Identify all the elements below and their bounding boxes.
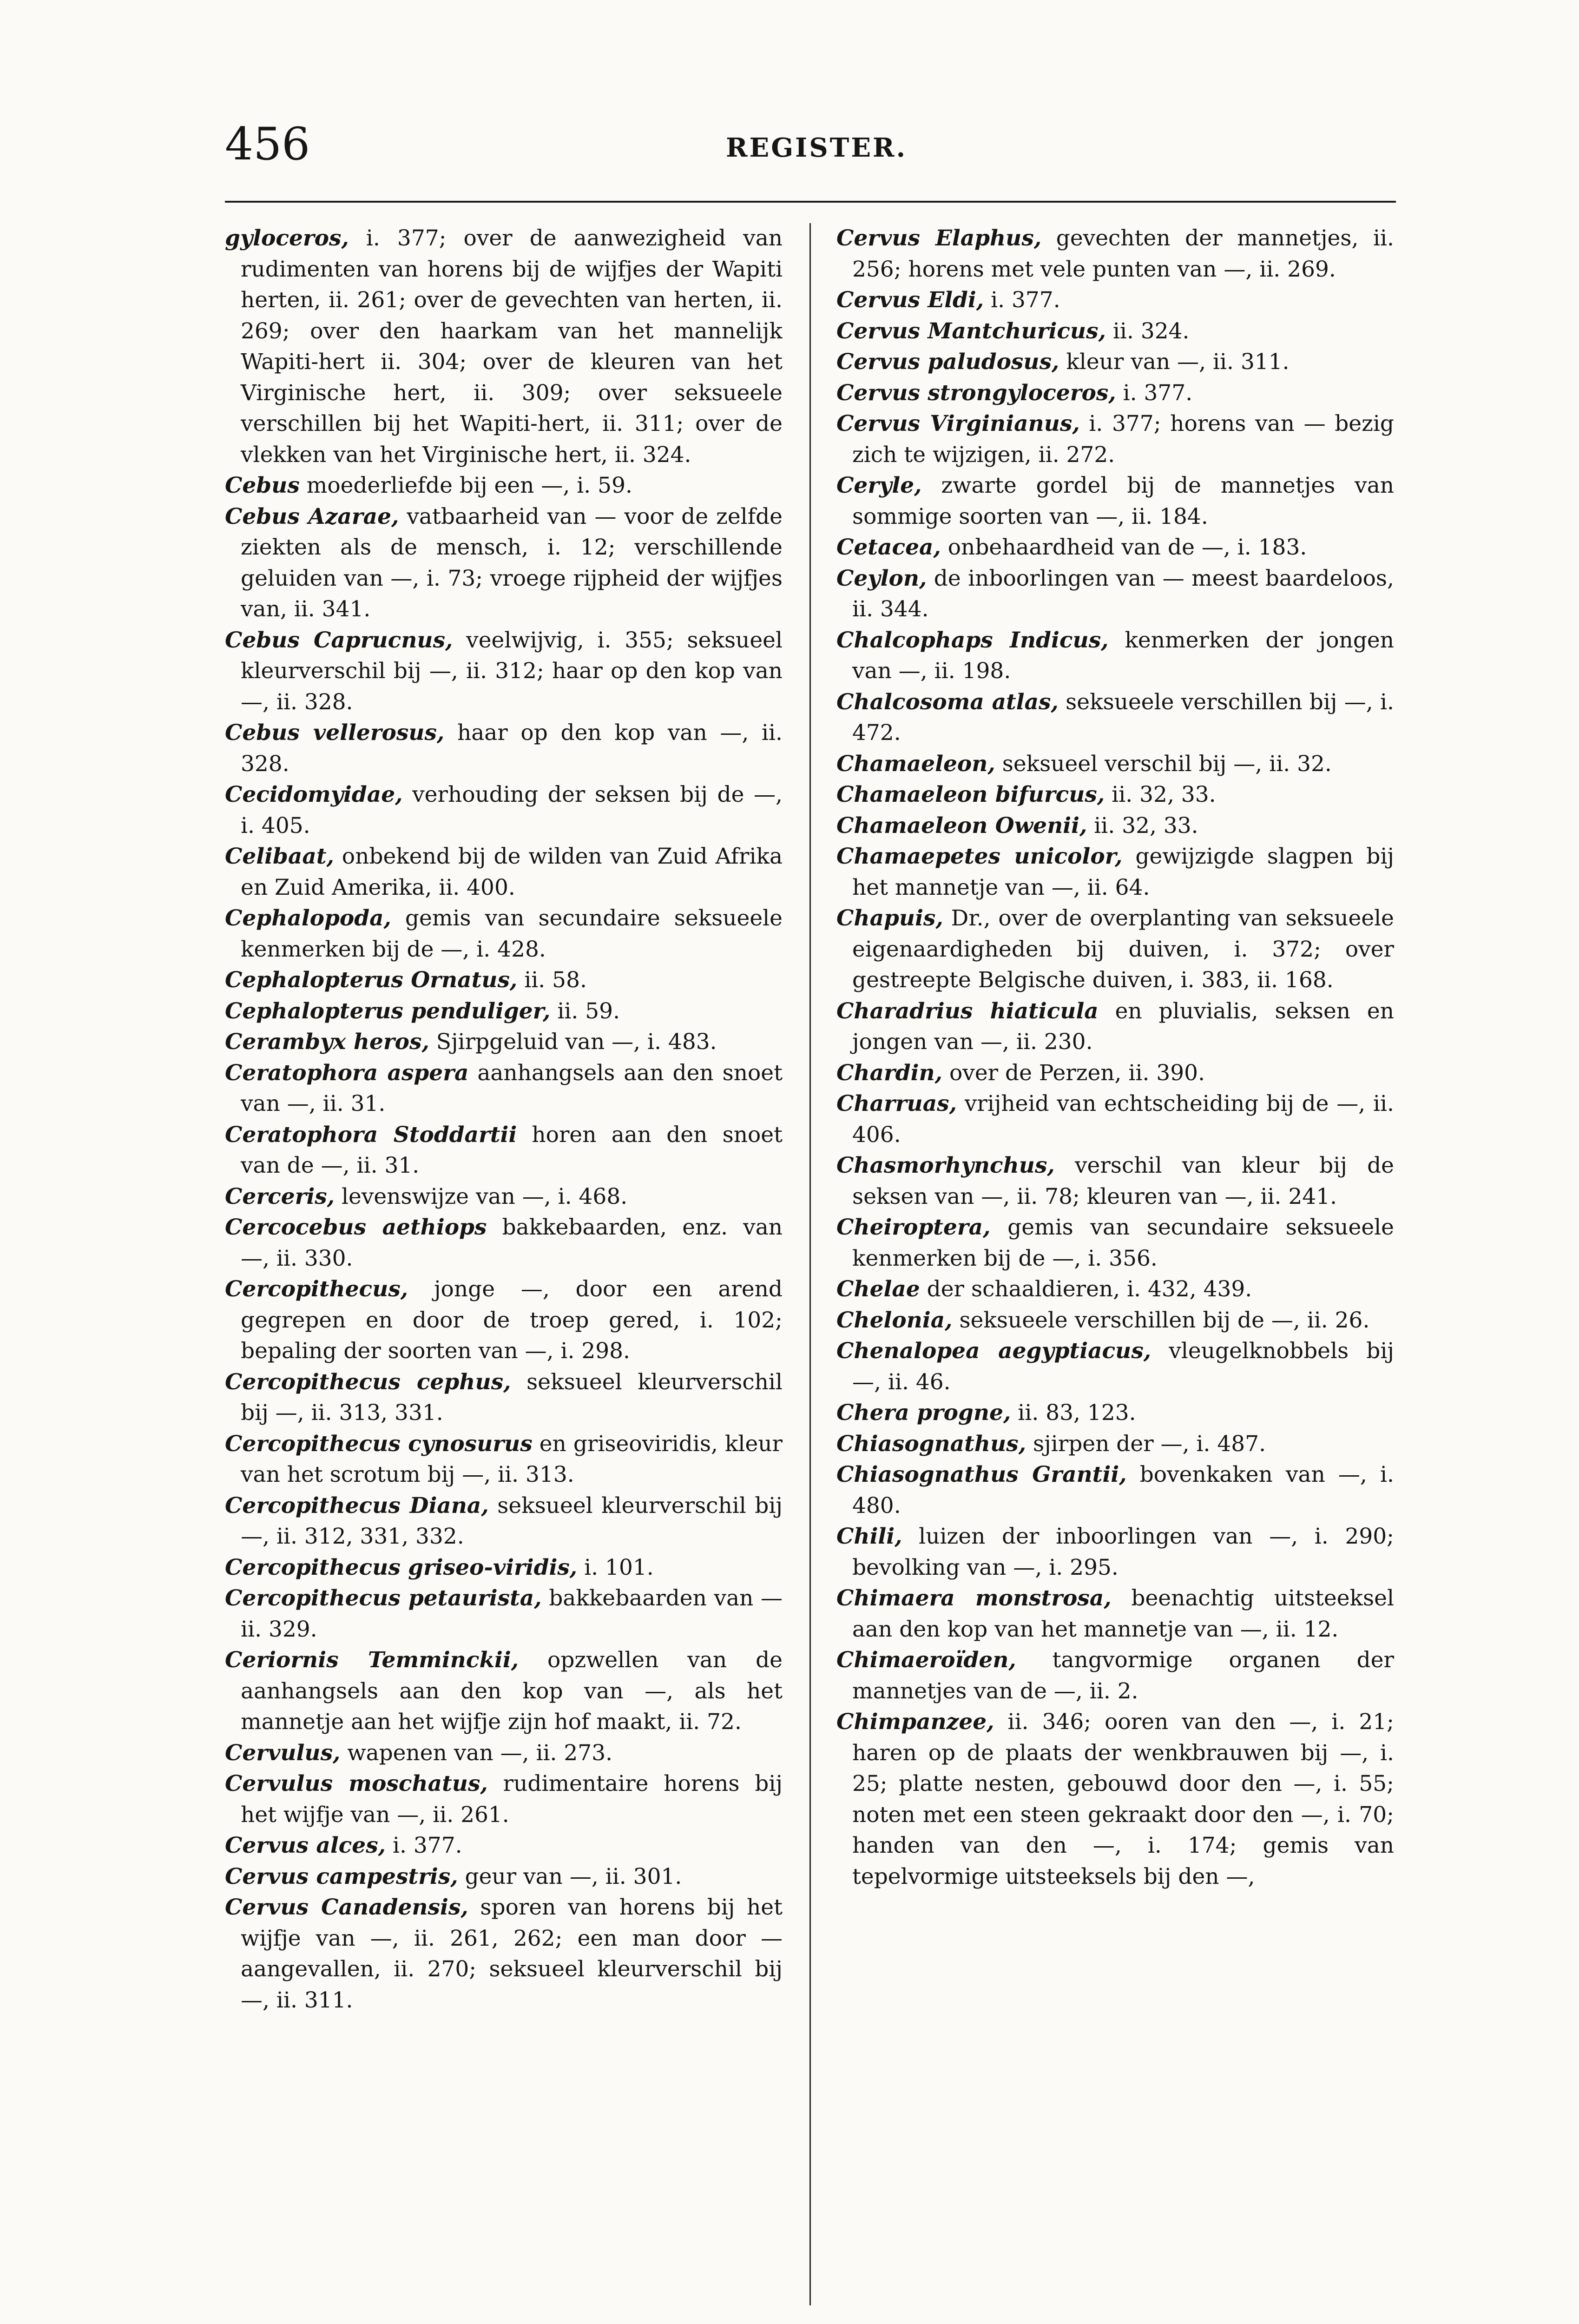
index-term: Cebus Caprucnus, <box>225 627 453 653</box>
index-references: seksueele verschillen bij de —, ii. 26. <box>952 1307 1370 1333</box>
index-references: ii. 32, 33. <box>1087 812 1198 838</box>
index-term: gyloceros, <box>225 225 349 251</box>
index-term: Chalcosoma atlas, <box>836 689 1059 715</box>
index-entry <box>225 1491 783 1552</box>
index-entry <box>225 1583 783 1645</box>
index-entry <box>225 779 783 841</box>
index-references: opzwellen van de aanhangsels aan den kop van —, als het mannetje aan het wijfje zijn hof maakt, ii. 72. <box>241 1647 783 1735</box>
index-references: vleugelknobbels bij —, ii. 46. <box>852 1338 1394 1395</box>
index-entry <box>225 1058 783 1120</box>
index-entry <box>836 1583 1394 1645</box>
index-entry <box>836 1274 1394 1305</box>
index-entry <box>225 1645 783 1738</box>
index-references: gemis van secundaire seksueele kenmerken bij de —, i. 428. <box>241 905 783 962</box>
index-entry <box>225 1212 783 1274</box>
index-term: Chasmorhynchus, <box>836 1153 1055 1178</box>
index-term: Cephalopterus Ornatus, <box>225 967 518 993</box>
index-entry <box>836 903 1394 996</box>
index-term: Cephalopoda, <box>225 905 391 931</box>
index-references: i. 377; over de aanwezigheid van rudimenten van horens bij de wijfjes der Wapiti herten, ii. 261; over de gevechten van herten, ii. 269; over den haarkam van het mannelijk Wapiti-hert ii. 304; over de kleuren van het Virginische hert, ii. 309; over seksueele verschillen bij het Wapiti-hert, ii. 311; over de vlekken van het Virginische hert, ii. 324. <box>241 225 783 468</box>
index-references: i. 101. <box>577 1554 654 1580</box>
index-references: horen aan den snoet van de —, ii. 31. <box>241 1122 783 1178</box>
index-term: Cervus alces, <box>225 1833 386 1858</box>
index-term: Chiasognathus Grantii, <box>836 1462 1127 1487</box>
index-references: onbekend bij de wilden van Zuid Afrika en Zuid Amerika, ii. 400. <box>241 844 783 900</box>
index-entry <box>225 1552 783 1584</box>
index-term: Cervus Canadensis, <box>225 1895 468 1920</box>
index-entry <box>836 532 1394 563</box>
index-entry <box>836 1645 1394 1707</box>
index-references: bakkebaarden van — ii. 329. <box>241 1585 783 1642</box>
index-entry <box>836 841 1394 903</box>
index-references: i. 377. <box>984 287 1060 313</box>
index-term: Ceratophora Stoddartii <box>225 1122 517 1148</box>
index-term: Chiasognathus, <box>836 1431 1026 1457</box>
index-term: Chera progne, <box>836 1400 1011 1426</box>
index-references: aanhangsels aan den snoet van —, ii. 31. <box>241 1060 783 1116</box>
index-entry <box>225 502 783 625</box>
index-references: bakkebaarden, enz. van —, ii. 330. <box>241 1215 783 1271</box>
index-entry <box>836 996 1394 1058</box>
index-term: Cebus vellerosus, <box>225 720 445 746</box>
index-references: der schaaldieren, i. 432, 439. <box>920 1276 1252 1302</box>
index-term: Chenalopea aegyptiacus, <box>836 1338 1151 1364</box>
index-term: Chardin, <box>836 1060 943 1086</box>
index-term: Chelonia, <box>836 1307 953 1333</box>
index-references: ii. 83, 123. <box>1011 1400 1136 1426</box>
index-entry <box>225 470 783 502</box>
index-references: beenachtig uitsteeksel aan den kop van het mannetje van —, ii. 12. <box>852 1585 1394 1642</box>
index-term: Charadrius hiaticula <box>836 998 1099 1024</box>
index-references: ii. 324. <box>1105 318 1190 344</box>
column-divider <box>809 223 811 2305</box>
index-term: Celibaat, <box>225 844 334 869</box>
header-rule <box>225 201 1396 203</box>
index-entry <box>836 285 1394 316</box>
index-entry <box>225 1274 783 1367</box>
index-references: levenswijze van —, i. 468. <box>335 1183 628 1209</box>
index-entry <box>836 1058 1394 1089</box>
index-term: Chili, <box>836 1524 902 1549</box>
index-references: vatbaarheid van — voor de zelfde ziekten als de mensch, i. 12; verschillende geluiden van —, i. 73; vroege rijpheid der wijfjes van, ii. 341. <box>241 503 783 622</box>
index-entry <box>836 1305 1394 1336</box>
right-column <box>836 223 1394 2305</box>
index-references: ii. 59. <box>550 998 620 1024</box>
index-term: Chamaeleon Owenii, <box>836 812 1087 838</box>
index-term: Cervus paludosus, <box>836 349 1059 375</box>
index-entry <box>836 687 1394 749</box>
index-term: Chalcophaps Indicus, <box>836 627 1109 653</box>
index-term: Cercopithecus griseo-viridis, <box>225 1554 578 1580</box>
index-term: Cercopithecus petaurista, <box>225 1585 542 1611</box>
index-entry <box>836 625 1394 687</box>
index-references: kleur van —, ii. 311. <box>1059 349 1290 375</box>
index-references: sporen van horens bij het wijfje van —, ii. 261, 262; een man door — aangevallen, ii. 270; seksueel kleurverschil bij —, ii. 311. <box>241 1895 783 2013</box>
index-entry <box>225 718 783 779</box>
index-references: gevechten der mannetjes, ii. 256; horens met vele punten van —, ii. 269. <box>852 225 1394 282</box>
index-entry <box>225 965 783 996</box>
index-references: ii. 32, 33. <box>1105 782 1216 807</box>
index-entry <box>836 1521 1394 1583</box>
index-references: Dr., over de overplanting van seksueele eigenaardigheden bij duiven, i. 372; over gestreepte Belgische duiven, i. 383, ii. 168. <box>852 905 1394 993</box>
index-term: Cetacea, <box>836 535 941 560</box>
index-term: Chamaeleon, <box>836 751 995 777</box>
index-references: verschil van kleur bij de seksen van —, ii. 78; kleuren van —, ii. 241. <box>852 1153 1394 1209</box>
index-term: Ceriornis Temminckii, <box>225 1647 519 1673</box>
index-term: Charruas, <box>836 1091 957 1116</box>
index-entry <box>836 811 1394 842</box>
index-references: over de Perzen, ii. 390. <box>942 1060 1205 1086</box>
index-term: Chelae <box>836 1276 920 1302</box>
index-entry <box>225 1862 783 1893</box>
index-term: Cercopithecus Diana, <box>225 1492 489 1519</box>
index-entry <box>836 470 1394 532</box>
index-term: Cervus strongyloceros, <box>836 380 1116 406</box>
index-term: Chimaera monstrosa, <box>836 1585 1112 1611</box>
index-term: Chimaeroïden, <box>836 1647 1016 1673</box>
index-references: onbehaardheid van de —, i. 183. <box>941 535 1307 560</box>
index-entry <box>836 347 1394 378</box>
index-entry <box>225 1027 783 1058</box>
left-column <box>225 223 783 2305</box>
index-term: Chapuis, <box>836 905 943 931</box>
index-entry <box>836 1336 1394 1398</box>
index-references: i. 377. <box>1116 380 1193 406</box>
index-references: jonge —, door een arend gegrepen en door de troep gered, i. 102; bepaling der soorten van —, i. 298. <box>241 1276 783 1364</box>
index-references: en griseoviridis, kleur van het scrotum bij —, ii. 313. <box>241 1431 783 1487</box>
index-references: tangvormige organen der mannetjes van de —, ii. 2. <box>852 1647 1394 1704</box>
index-references: i. 377; horens van — bezig zich te wijzigen, ii. 272. <box>852 411 1394 468</box>
index-references: moederliefde bij een —, i. 59. <box>299 473 632 498</box>
index-entry <box>836 1150 1394 1212</box>
index-term: Cervus campestris, <box>225 1863 458 1889</box>
index-references: bovenkaken van —, i. 480. <box>852 1462 1394 1519</box>
index-term: Chamaepetes unicolor, <box>836 844 1123 869</box>
index-term: Cercocebus aethiops <box>225 1215 487 1240</box>
index-references: kenmerken der jongen van —, ii. 198. <box>852 627 1394 684</box>
index-entry <box>836 1707 1394 1892</box>
index-term: Cerceris, <box>225 1183 335 1209</box>
index-entry <box>836 378 1394 409</box>
index-term: Cervus Mantchuricus, <box>836 318 1106 344</box>
index-references: ii. 346; ooren van den —, i. 21; haren op de plaats der wenkbrauwen bij —, i. 25; platte nesten, gebouwd door den —, i. 55; noten met een steen gekraakt door den —, i. 70; handen van den —, i. 174; gemis van tepelvormige uitsteeksels bij den —, <box>852 1709 1394 1889</box>
index-references: zwarte gordel bij de mannetjes van sommige soorten van —, ii. 184. <box>852 473 1394 529</box>
index-entry <box>836 1429 1394 1460</box>
index-term: Ceratophora aspera <box>225 1060 469 1086</box>
index-term: Chimpanzee, <box>836 1709 994 1735</box>
index-references: haar op den kop van —, ii. 328. <box>241 720 783 777</box>
index-entry <box>836 749 1394 780</box>
index-term: Cheiroptera, <box>836 1215 991 1240</box>
index-references: ii. 58. <box>517 967 587 993</box>
index-references: rudimentaire horens bij het wijfje van —, ii. 261. <box>241 1771 783 1828</box>
index-entry <box>836 563 1394 625</box>
index-entry <box>225 1120 783 1182</box>
index-entry <box>225 1892 783 2016</box>
index-references: verhouding der seksen bij de —, i. 405. <box>241 782 783 838</box>
index-term: Cecidomyidae, <box>225 782 403 807</box>
index-entry <box>225 1738 783 1769</box>
index-term: Cervulus moschatus, <box>225 1771 488 1796</box>
index-references: seksueel kleurverschil bij —, ii. 313, 331. <box>241 1369 783 1426</box>
index-entry <box>836 1212 1394 1274</box>
index-term: Cebus Azarae, <box>225 503 399 529</box>
index-entry <box>225 625 783 718</box>
index-references: gemis van secundaire seksueele kenmerken bij de —, i. 356. <box>852 1215 1394 1271</box>
index-entry <box>225 1769 783 1830</box>
index-entry <box>225 841 783 903</box>
running-head: REGISTER. <box>726 132 908 163</box>
index-entry <box>836 1459 1394 1521</box>
index-references: i. 377. <box>386 1833 462 1858</box>
index-references: seksueel verschil bij —, ii. 32. <box>995 751 1332 777</box>
index-references: seksueele verschillen bij —, i. 472. <box>852 689 1394 746</box>
index-entry <box>225 1182 783 1213</box>
index-term: Ceylon, <box>836 565 927 591</box>
index-term: Cerambyx heros, <box>225 1029 429 1055</box>
index-entry <box>836 223 1394 285</box>
index-entry <box>836 409 1394 470</box>
index-entry <box>836 1398 1394 1429</box>
index-entry <box>225 223 783 470</box>
index-term: Cercopithecus, <box>225 1276 408 1302</box>
index-term: Cervus Virginianus, <box>836 411 1080 436</box>
index-entry <box>836 316 1394 347</box>
index-term: Cervus Eldi, <box>836 287 984 313</box>
index-references: geur van —, ii. 301. <box>458 1863 682 1889</box>
index-references: luizen der inboorlingen van —, i. 290; bevolking van —, i. 295. <box>852 1524 1394 1580</box>
index-references: wapenen van —, ii. 273. <box>340 1740 613 1766</box>
index-entry <box>225 1830 783 1862</box>
index-references: sjirpen der —, i. 487. <box>1026 1431 1266 1457</box>
index-references: vrijheid van echtscheiding bij de —, ii. 406. <box>852 1091 1394 1148</box>
index-term: Cervus Elaphus, <box>836 225 1042 251</box>
index-entry <box>225 1367 783 1429</box>
page-number: 456 <box>225 118 310 170</box>
index-references: veelwijvig, i. 355; seksueel kleurverschil bij —, ii. 312; haar op den kop van —, ii. 328. <box>241 627 783 715</box>
index-term: Cervulus, <box>225 1740 341 1766</box>
index-references: en pluvialis, seksen en jongen van —, ii. 230. <box>852 998 1394 1055</box>
index-entry <box>836 1089 1394 1150</box>
index-entry <box>225 996 783 1027</box>
index-entry <box>836 779 1394 811</box>
index-references: de inboorlingen van — meest baardeloos, ii. 344. <box>852 565 1394 622</box>
index-term: Chamaeleon bifurcus, <box>836 782 1105 807</box>
index-entry <box>225 1429 783 1491</box>
index-term: Cebus <box>225 473 300 498</box>
index-term: Cercopithecus cynosurus <box>225 1431 533 1457</box>
index-term: Ceryle, <box>836 473 922 498</box>
index-term: Cercopithecus cephus, <box>225 1369 511 1395</box>
index-references: Sjirpgeluid van —, i. 483. <box>429 1029 717 1055</box>
index-references: seksueel kleurverschil bij —, ii. 312, 331, 332. <box>241 1492 783 1549</box>
index-references: gewijzigde slagpen bij het mannetje van —, ii. 64. <box>852 844 1394 900</box>
index-term: Cephalopterus penduliger, <box>225 998 551 1024</box>
index-entry <box>225 903 783 965</box>
